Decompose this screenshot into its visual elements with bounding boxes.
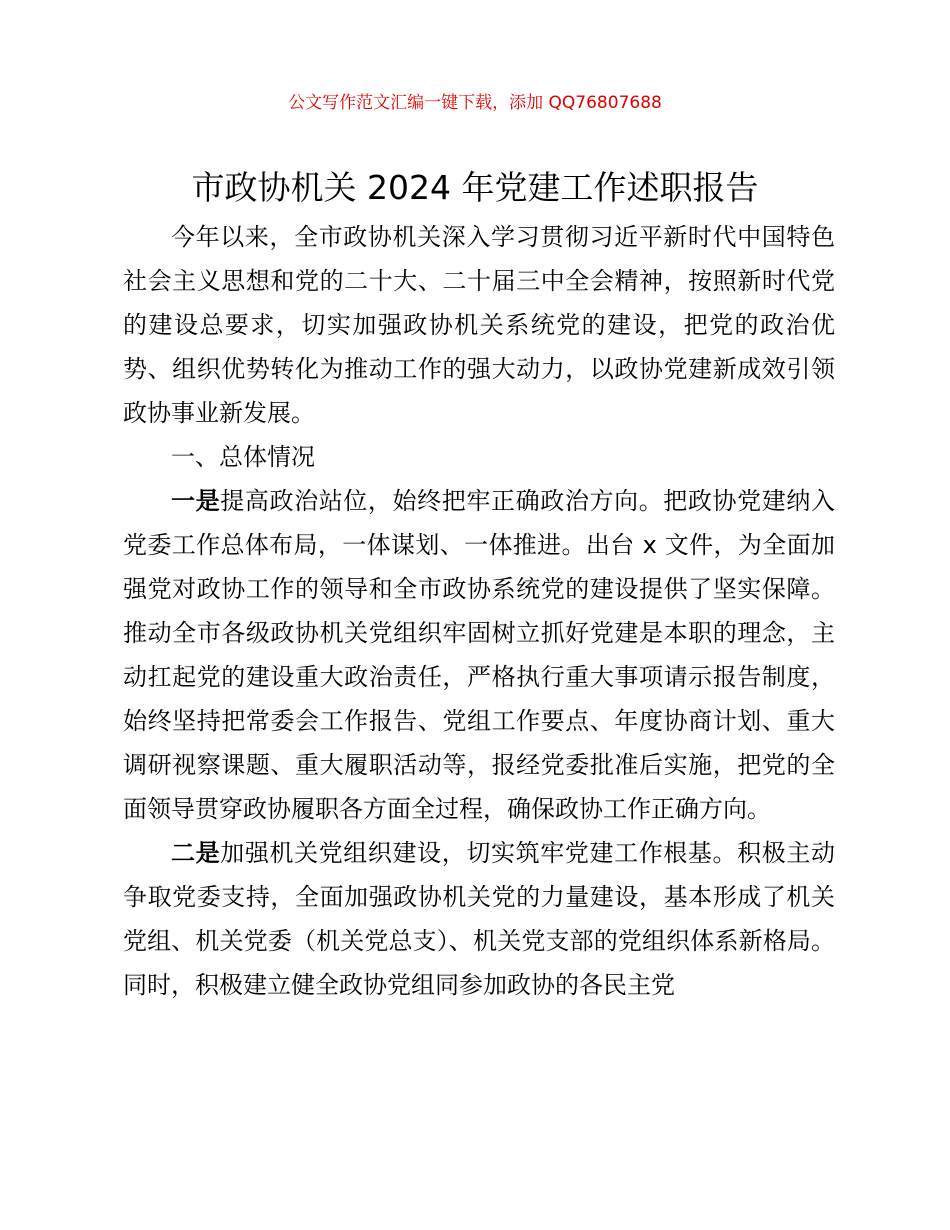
document-body xyxy=(123,215,835,1007)
download-promo-note: 公文写作范文汇编一键下载，添加 QQ76807688 xyxy=(288,93,662,113)
item-lead-1: 一是 xyxy=(171,487,221,515)
section-heading-overview: 一、总体情况 xyxy=(171,443,315,471)
item-text-2: 加强机关党组织建设，切实筑牢党建工作根基。积极主动争取党委支持，全面加强政协机关党的力量建设，基本形成了机关党组、机关党委（机关党总支）、机关党支部的党组织体系新格局。同时，积极建立健全政协党组同参加政协的各民主党 xyxy=(123,839,836,999)
item-paragraph-2 xyxy=(123,831,835,1007)
intro-paragraph: 今年以来，全市政协机关深入学习贯彻习近平新时代中国特色社会主义思想和党的二十大、二十届三中全会精神，按照新时代党的建设总要求，切实加强政协机关系统党的建设，把党的政治优势、组织优势转化为推动工作的强大动力，以政协党建新成效引领政协事业新发展。 xyxy=(123,223,835,427)
item-paragraph-1 xyxy=(123,479,835,831)
item-text-1: 提高政治站位，始终把牢正确政治方向。把政协党建纳入党委工作总体布局，一体谋划、一体推进。出台 x 文件，为全面加强党对政协工作的领导和全市政协系统党的建设提供了坚实保障。推动全市各级政协机关党组织牢固树立抓好党建是本职的理念，主动扛起党的建设重大政治责任，严格执行重大事项请示报告制度，始终坚持把常委会工作报告、党组工作要点、年度协商计划、重大调研视察课题、重大履职活动等，报经党委批准后实施，把党的全面领导贯穿政协履职各方面全过程，确保政协工作正确方向。 xyxy=(123,487,836,823)
page-title: 市政协机关 2024 年党建工作述职报告 xyxy=(191,168,759,207)
item-lead-2: 二是 xyxy=(171,839,221,867)
